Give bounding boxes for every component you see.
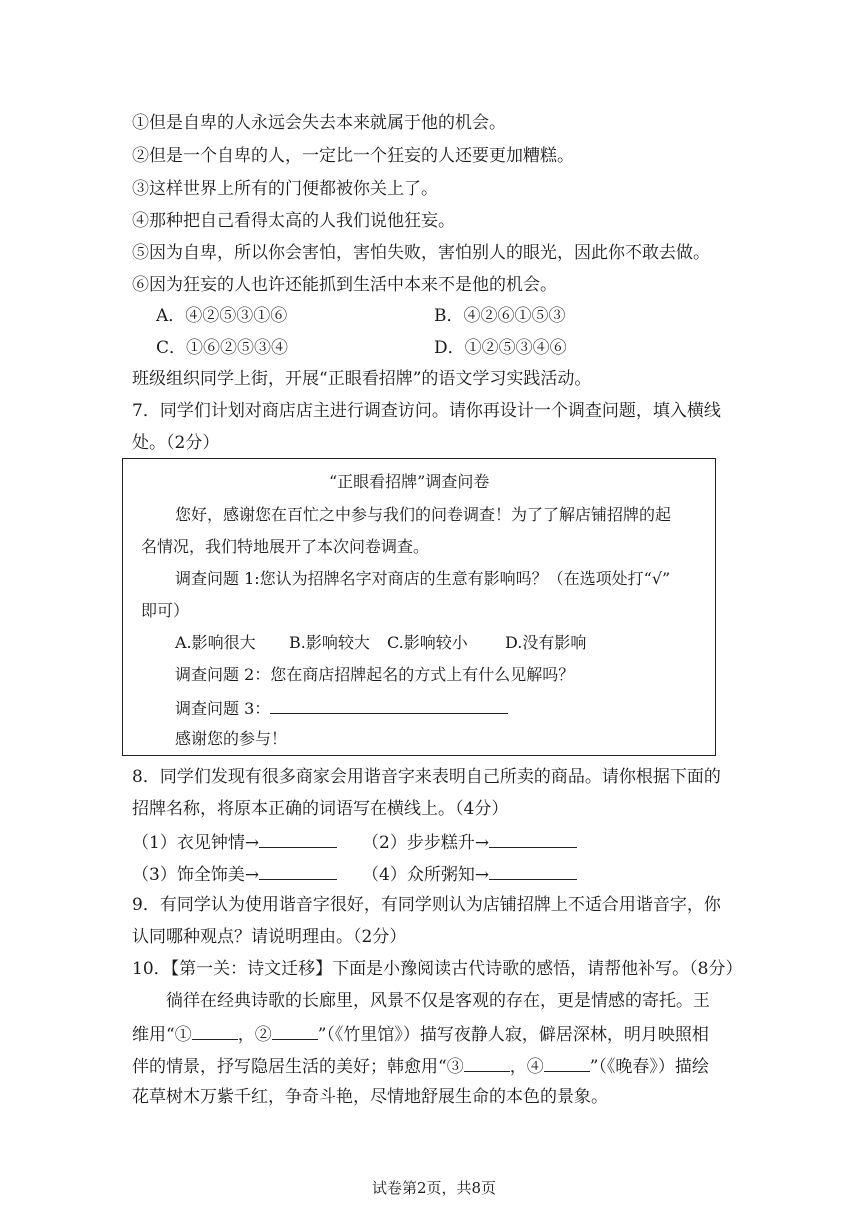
survey-question-1-line2: 即可） <box>141 601 190 620</box>
question-8-item-3-label: （3）饰全饰美→ <box>132 865 260 885</box>
option-b: B．④②⑥①⑤③ <box>434 306 566 326</box>
page-footer: 试卷第2页，共8页 <box>371 1179 497 1197</box>
activity-intro: 班级组织同学上街，开展“正眼看招牌”的语文学习实践活动。 <box>132 369 592 389</box>
poem-blank-1[interactable] <box>192 1022 238 1040</box>
survey-question-3-blank[interactable] <box>270 696 508 714</box>
sentence-6: ⑥因为狂妄的人也许还能抓到生活中本来不是他的机会。 <box>132 275 557 295</box>
q10-line3-prefix: 维用“① <box>132 1025 192 1045</box>
question-8-item-2-label: （2）步步糕升→ <box>362 833 490 853</box>
question-8-item-1-label: （1）衣见钟情→ <box>132 833 260 853</box>
survey-question-3 <box>175 696 508 720</box>
q10-line3-suffix: ”（《竹里馆》）描写夜静人寂，僻居深林，明月映照相 <box>317 1025 709 1045</box>
survey-box <box>122 458 716 756</box>
survey-greeting-line1: 您好，感谢您在百忙之中参与我们的问卷调查！为了了解店铺招牌的起 <box>175 505 672 524</box>
question-8-item-2-blank[interactable] <box>489 830 577 848</box>
sentence-3: ③这样世界上所有的门便都被你关上了。 <box>132 179 438 199</box>
question-8-item-3-blank[interactable] <box>259 862 337 880</box>
option-a: A．④②⑤③①⑥ <box>156 306 288 326</box>
question-9-line2: 认同哪种观点？请说明理由。（2分） <box>132 927 407 947</box>
question-8-item-4-label: （4）众所粥知→ <box>362 865 490 885</box>
question-8-item-4-blank[interactable] <box>489 862 577 880</box>
survey-question-1-line1: 调查问题 1:您认为招牌名字对商店的生意有影响吗？（在选项处打“√” <box>175 569 671 588</box>
question-8-item-1-blank[interactable] <box>259 830 337 848</box>
survey-title: “正眼看招牌”调查问卷 <box>329 472 490 491</box>
sentence-2: ②但是一个自卑的人，一定比一个狂妄的人还要更加糟糕。 <box>132 146 574 166</box>
survey-thanks: 感谢您的参与！ <box>175 729 288 748</box>
survey-option-b: B.影响较大 <box>289 633 370 652</box>
poem-blank-4[interactable] <box>544 1054 590 1072</box>
sentence-4: ④那种把自己看得太高的人我们说他狂妄。 <box>132 211 455 231</box>
survey-question-3-label: 调查问题 3： <box>175 699 271 718</box>
q10-line4-prefix: 伴的情景，抒写隐居生活的美好；韩愈用“③ <box>132 1057 464 1077</box>
option-d: D．①②⑤③④⑥ <box>434 338 567 358</box>
question-7-line1: 7．同学们计划对商店店主进行调查访问。请你再设计一个调查问题，填入横线 <box>132 401 721 421</box>
question-8-item-2 <box>362 830 577 854</box>
option-c: C．①⑥②⑤③④ <box>156 338 289 358</box>
poem-blank-2[interactable] <box>272 1022 318 1040</box>
poem-blank-3[interactable] <box>464 1054 510 1072</box>
survey-option-a: A.影响很大 <box>175 633 256 652</box>
question-7-line2: 处。（2分） <box>132 433 220 453</box>
q10-line3-mid: ，② <box>237 1025 272 1045</box>
question-10-line3 <box>132 1022 709 1046</box>
question-10-line1: 10．【第一关：诗文迁移】下面是小豫阅读古代诗歌的感悟，请帮他补写。（8分） <box>132 959 743 979</box>
q10-line4-mid: ，④ <box>509 1057 544 1077</box>
sentence-5: ⑤因为自卑，所以你会害怕，害怕失败，害怕别人的眼光，因此你不敢去做。 <box>132 243 710 263</box>
question-8-item-1 <box>132 830 337 854</box>
survey-option-c: C.影响较小 <box>387 633 468 652</box>
question-8-line1: 8．同学们发现有很多商家会用谐音字来表明自己所卖的商品。请你根据下面的 <box>132 767 721 787</box>
question-8-line2: 招牌名称，将原本正确的词语写在横线上。（4分） <box>132 799 509 819</box>
question-10-line4 <box>132 1054 709 1078</box>
question-9-line1: 9．有同学认为使用谐音字很好，有同学则认为店铺招牌上不适合用谐音字，你 <box>132 895 721 915</box>
question-8-item-4 <box>362 862 577 886</box>
survey-greeting-line2: 名情况，我们特地展开了本次问卷调查。 <box>141 537 430 556</box>
sentence-1: ①但是自卑的人永远会失去本来就属于他的机会。 <box>132 113 506 133</box>
survey-option-d: D.没有影响 <box>505 633 587 652</box>
q10-line4-suffix: ”（《晚春》）描绘 <box>589 1057 709 1077</box>
question-10-line5: 花草树木万紫千红，争奇斗艳，尽情地舒展生命的本色的景象。 <box>132 1087 608 1107</box>
question-10-line2: 徜徉在经典诗歌的长廊里，风景不仅是客观的存在，更是情感的寄托。王 <box>166 991 710 1011</box>
question-8-item-3 <box>132 862 337 886</box>
survey-question-2: 调查问题 2：您在商店招牌起名的方式上有什么见解吗？ <box>175 665 575 684</box>
